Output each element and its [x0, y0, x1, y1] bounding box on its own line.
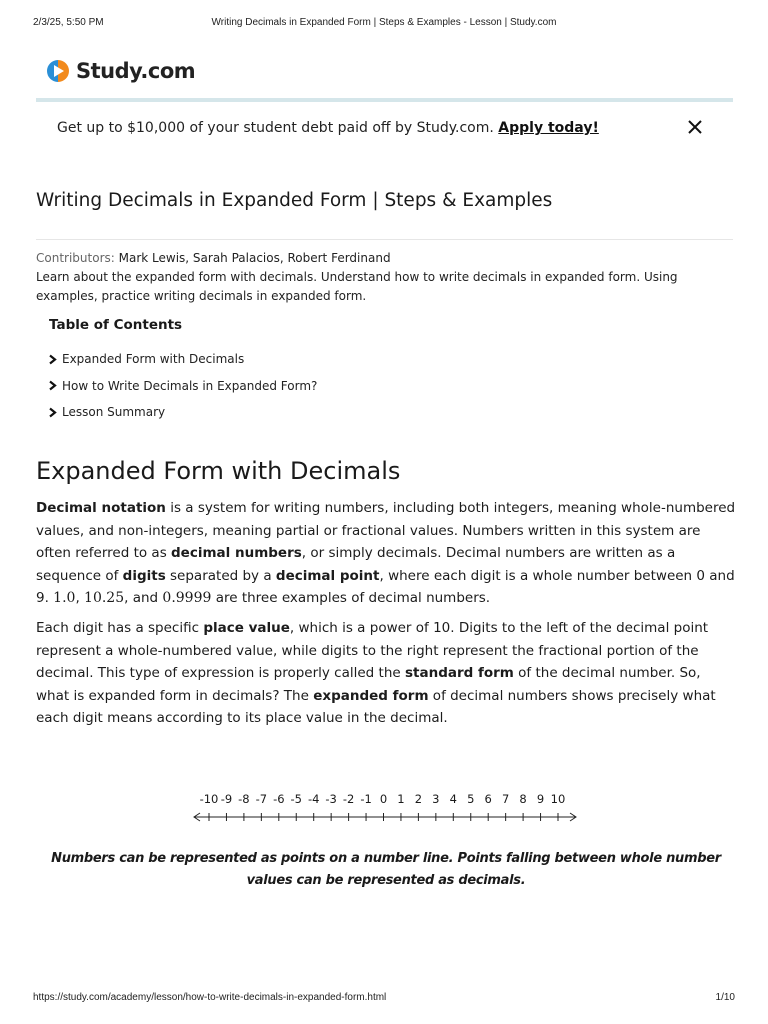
math: 0.9999 — [162, 590, 212, 606]
print-date: 2/3/25, 5:50 PM — [33, 17, 104, 28]
text: , where each digit is a whole number between 0 and 9. — [36, 567, 735, 606]
toc-item[interactable] — [48, 346, 317, 373]
tick-label: 4 — [449, 792, 457, 806]
tick-label: -5 — [290, 792, 302, 806]
tick-label: -9 — [220, 792, 233, 806]
term: expanded form — [313, 687, 429, 704]
text: are three examples of decimal numbers. — [211, 590, 491, 606]
text: , and — [124, 590, 163, 606]
term: decimal point — [275, 567, 380, 584]
print-url: https://study.com/academy/lesson/how-to-write-decimals-in-expanded-form.html — [33, 992, 387, 1003]
tick-label: -4 — [307, 792, 320, 806]
tick-label: -7 — [255, 792, 268, 806]
text: separated by a — [165, 567, 276, 584]
tick-label: 6 — [484, 792, 492, 806]
lesson-summary-text: Learn about the expanded form with decimals. Understand how to write decimals in expanded form. Using examples, practice writing decimals in expanded form. — [36, 270, 678, 303]
print-page-number: 1/10 — [715, 992, 735, 1003]
term: standard form — [404, 665, 514, 681]
close-icon[interactable] — [686, 118, 704, 136]
print-footer — [33, 992, 735, 1006]
toc-title: Table of Contents — [49, 317, 183, 333]
tick-label: -6 — [273, 792, 285, 806]
term: place value — [203, 620, 290, 636]
text: Each digit has a specific — [36, 620, 204, 636]
chevron-right-icon — [48, 407, 57, 418]
text: , which is a power of 10. Digits to the left of the decimal point represent a whole-numbered value, while digits to the right represent the fractional portion of the decimal. This type of expression is properly called the — [36, 620, 709, 681]
toc-item[interactable] — [48, 373, 317, 400]
tick-label: 7 — [501, 792, 510, 806]
toc-item-label: Lesson Summary — [62, 405, 166, 420]
promo-banner — [57, 117, 697, 139]
toc-item-label: How to Write Decimals in Expanded Form? — [62, 378, 318, 393]
tick-label: 9 — [536, 792, 545, 806]
apply-today-link[interactable]: Apply today! — [498, 120, 599, 136]
toc-list — [48, 346, 317, 426]
tick-label: -1 — [360, 792, 372, 806]
study-com-play-logo-icon — [46, 59, 70, 83]
page-title: Writing Decimals in Expanded Form | Steps & Examples — [36, 190, 553, 211]
study-com-logo[interactable] — [46, 57, 195, 85]
tick-label: 2 — [414, 792, 423, 806]
chevron-right-icon — [48, 354, 57, 365]
text: , — [75, 590, 85, 606]
logo-wordmark: Study.com — [76, 59, 196, 83]
tick-label: -8 — [238, 792, 250, 806]
tick-label: -3 — [325, 792, 337, 806]
toc-item[interactable] — [48, 399, 317, 426]
text: of decimal numbers shows precisely what each digit means according to its place value in the decimal. — [36, 687, 716, 726]
contributors — [36, 249, 736, 267]
paragraph-decimal-notation — [36, 497, 736, 610]
chevron-right-icon — [48, 380, 57, 391]
tick-label: 3 — [432, 792, 440, 806]
title-divider — [36, 239, 733, 240]
paragraph-place-value — [36, 617, 736, 730]
contributors-label: Contributors: — [36, 251, 115, 265]
math: 10.25 — [84, 590, 125, 606]
header-divider — [36, 98, 733, 102]
figure-caption: Numbers can be represented as points on a number line. Points falling between whole number values can be represented as decimals. — [51, 851, 721, 888]
tick-label: -2 — [342, 792, 355, 806]
tick-label: 1 — [397, 792, 405, 806]
promo-text: Get up to $10,000 of your student debt paid off by Study.com. — [57, 120, 494, 136]
toc-item-label: Expanded Form with Decimals — [62, 352, 245, 367]
text: is a system for writing numbers, including both integers, meaning whole-numbered values, and non-integers, meaning partial or fractional values. Numbers written in this system are often referred to as — [36, 500, 736, 561]
print-title: Writing Decimals in Expanded Form | Steps & Examples - Lesson | Study.com — [211, 17, 557, 28]
text: , or simply decimals. Decimal numbers are written as a sequence of — [36, 545, 676, 584]
tick-label: -10 — [199, 792, 219, 806]
term: digits — [122, 567, 166, 584]
tick-label: 8 — [519, 792, 527, 806]
tick-label: 5 — [467, 792, 475, 806]
contributors-names: Mark Lewis, Sarah Palacios, Robert Ferdinand — [118, 251, 391, 265]
term: decimal numbers — [171, 545, 302, 561]
math: 1.0 — [53, 590, 76, 606]
number-line-figure — [190, 786, 582, 828]
print-header — [33, 17, 735, 31]
text: of the decimal number. So, what is expanded form in decimals? The — [36, 665, 701, 704]
tick-label: 10 — [550, 792, 566, 806]
section-heading: Expanded Form with Decimals — [36, 457, 401, 485]
term: Decimal notation — [36, 500, 166, 516]
tick-label: 0 — [379, 792, 388, 806]
